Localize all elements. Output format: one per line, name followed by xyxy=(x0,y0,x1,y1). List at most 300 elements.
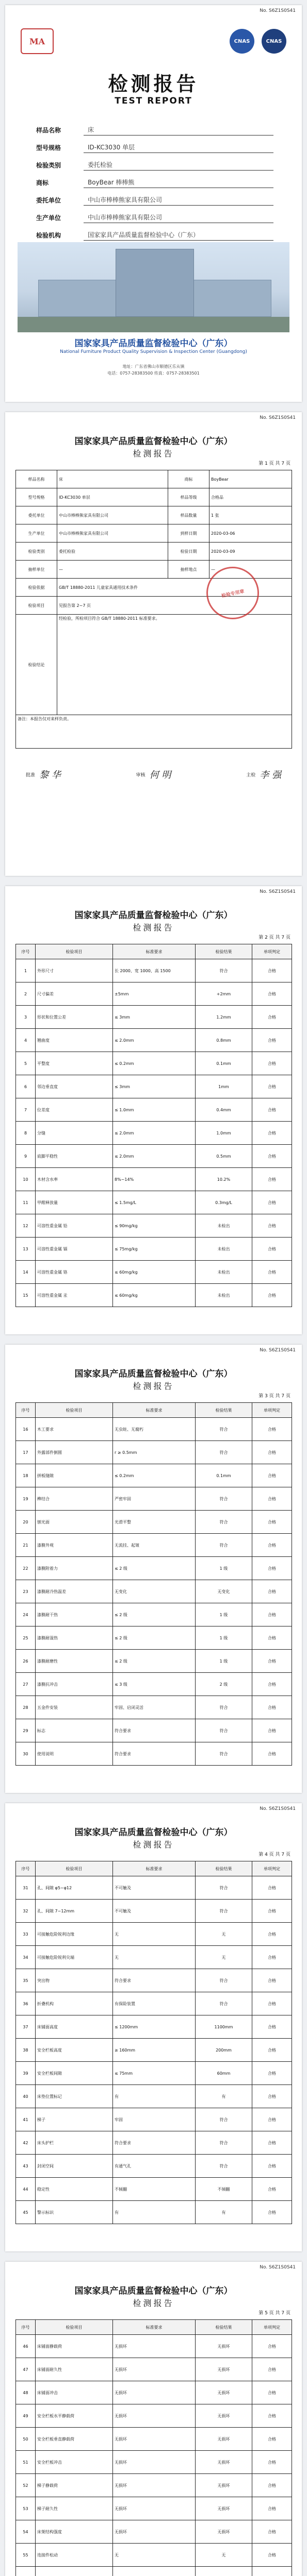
item-number: 6 xyxy=(16,1075,36,1098)
item-result: 未检出 xyxy=(196,1214,252,1238)
result-row xyxy=(16,1626,292,1650)
item-number: 52 xyxy=(16,2474,36,2497)
item-requirement: 无损坏 xyxy=(113,2451,196,2474)
result-row xyxy=(16,1696,292,1719)
item-number: 14 xyxy=(16,1261,36,1284)
result-row xyxy=(16,1261,292,1284)
item-number: 32 xyxy=(16,1900,36,1923)
item-requirement: ≤ 1.5mg/L xyxy=(113,1191,196,1214)
item-number: 44 xyxy=(16,2178,36,2201)
item-verdict: 合格 xyxy=(252,2155,292,2178)
result-row xyxy=(16,1122,292,1145)
item-requirement: 有 xyxy=(113,2085,196,2108)
info-label: 检验机构 xyxy=(36,231,61,239)
item-result: 符合 xyxy=(196,1992,252,2015)
result-row xyxy=(16,1029,292,1052)
page-title: 国家家具产品质量监督检验中心（广东） xyxy=(74,1369,233,1379)
item-requirement: 有 xyxy=(113,2201,196,2224)
summary-value: 2020-03-09 xyxy=(209,543,292,561)
item-number: 29 xyxy=(16,1719,36,1742)
result-row xyxy=(16,1441,292,1464)
item-requirement: ≤ 60mg/kg xyxy=(113,1284,196,1307)
address-line: 地址：广东省佛山市顺德区乐从镇 xyxy=(122,364,185,369)
item-number: 13 xyxy=(16,1238,36,1261)
building-photo xyxy=(18,242,289,332)
item-requirement: ≤ 1.0mm xyxy=(113,1098,196,1122)
info-label: 委托单位 xyxy=(36,196,61,204)
item-number: 51 xyxy=(16,2451,36,2474)
summary-row xyxy=(16,470,292,488)
item-requirement: 不倾翻 xyxy=(113,2178,196,2201)
item-name: 可溶性重金属 汞 xyxy=(36,1284,113,1307)
item-name: 漆膜耐冷热温差 xyxy=(36,1580,113,1603)
item-verdict: 合格 xyxy=(252,2474,292,2497)
item-name: 漆膜耐湿热 xyxy=(36,1626,113,1650)
item-number: 46 xyxy=(16,2335,36,2358)
summary-value: 见报告第 2~7 页 xyxy=(57,597,292,615)
address-line: 电话：0757-28383500 传真：0757-28383501 xyxy=(107,371,200,376)
item-requirement: 无变化 xyxy=(113,1580,196,1603)
item-verdict: 合格 xyxy=(252,2085,292,2108)
item-name: 漆膜抗冲击 xyxy=(36,1673,113,1696)
summary-label: 样品数量 xyxy=(168,506,209,524)
item-result: 符合 xyxy=(196,1441,252,1464)
item-number: 35 xyxy=(16,1969,36,1992)
item-verdict: 合格 xyxy=(252,1696,292,1719)
result-row xyxy=(16,959,292,982)
result-row xyxy=(16,1238,292,1261)
item-verdict: 合格 xyxy=(252,959,292,982)
result-row xyxy=(16,1742,292,1766)
item-result: 无损坏 xyxy=(196,2451,252,2474)
item-verdict: 合格 xyxy=(252,2404,292,2428)
item-requirement: ≤ 2 级 xyxy=(113,1626,196,1650)
item-result: 符合 xyxy=(196,1742,252,1766)
report-number: No. S6Z1S0S41 xyxy=(260,2265,296,2270)
item-requirement: ≤ 2 级 xyxy=(113,1650,196,1673)
results-table xyxy=(15,1402,292,1766)
sign-review xyxy=(136,768,171,781)
item-name: 稳定性 xyxy=(36,2178,113,2201)
item-requirement: 无损坏 xyxy=(113,2474,196,2497)
item-result: 无损坏 xyxy=(196,2404,252,2428)
item-requirement: 不可触及 xyxy=(113,1900,196,1923)
item-result: 符合 xyxy=(196,1719,252,1742)
conclusion-text: 经检验，所检项目符合 GB/T 18880-2011 标准要求。 xyxy=(57,615,292,715)
item-verdict: 合格 xyxy=(252,1284,292,1307)
summary-label: 型号规格 xyxy=(16,488,57,506)
item-result: 0.4mm xyxy=(196,1098,252,1122)
item-name: 可溶性重金属 镉 xyxy=(36,1238,113,1261)
item-result: 1.2mm xyxy=(196,1006,252,1029)
item-number: 1 xyxy=(16,959,36,982)
item-verdict: 合格 xyxy=(252,2497,292,2520)
cover-page xyxy=(5,5,302,402)
item-name: 尺寸偏差 xyxy=(36,982,113,1006)
item-number: 15 xyxy=(16,1284,36,1307)
signature: 李 强 xyxy=(260,770,281,781)
cnas-seal-icon: CNAS xyxy=(230,29,254,54)
result-row xyxy=(16,2428,292,2451)
result-row xyxy=(16,2201,292,2224)
column-header: 检验项目 xyxy=(36,1861,113,1876)
item-result: 无损坏 xyxy=(196,2520,252,2544)
item-result: 符合 xyxy=(196,1418,252,1441)
item-verdict: 合格 xyxy=(252,1923,292,1946)
result-row xyxy=(16,2155,292,2178)
item-number: 50 xyxy=(16,2428,36,2451)
summary-value: 1 张 xyxy=(209,506,292,524)
page-number: 第 2 页 共 7 页 xyxy=(258,935,290,940)
item-result: 有 xyxy=(196,2085,252,2108)
page-number: 第 3 页 共 7 页 xyxy=(258,1394,290,1399)
item-result: 1mm xyxy=(196,1075,252,1098)
item-result: 60mm xyxy=(196,2062,252,2085)
item-number: 47 xyxy=(16,2358,36,2381)
item-name: 床铺面高度 xyxy=(36,2015,113,2039)
item-number: 33 xyxy=(16,1923,36,1946)
item-result: 未检出 xyxy=(196,1284,252,1307)
item-number: 27 xyxy=(16,1673,36,1696)
info-row-sample xyxy=(36,121,273,139)
result-row xyxy=(16,2085,292,2108)
summary-row xyxy=(16,488,292,506)
item-verdict: 合格 xyxy=(252,1673,292,1696)
item-number: 39 xyxy=(16,2062,36,2085)
item-result: 0.1mm xyxy=(196,1464,252,1487)
summary-label: 检验类别 xyxy=(16,543,57,561)
item-requirement: 符合要求 xyxy=(113,1969,196,1992)
item-number: 48 xyxy=(16,2381,36,2404)
info-label: 型号规格 xyxy=(36,144,61,151)
result-row xyxy=(16,1168,292,1191)
column-header: 单项判定 xyxy=(252,1403,292,1418)
item-verdict: 合格 xyxy=(252,1191,292,1214)
building-tower xyxy=(116,249,194,317)
item-verdict: 合格 xyxy=(252,1029,292,1052)
item-result: 1.0mm xyxy=(196,1122,252,1145)
summary-row xyxy=(16,506,292,524)
results-header-row xyxy=(16,2320,292,2335)
building-wing-left xyxy=(38,280,117,317)
result-row xyxy=(16,1900,292,1923)
column-header: 检验结果 xyxy=(196,944,252,959)
result-row xyxy=(16,2015,292,2039)
item-name: 拼板缝隙 xyxy=(36,1464,113,1487)
item-verdict: 合格 xyxy=(252,1719,292,1742)
item-name: 刨光面 xyxy=(36,1511,113,1534)
item-result: 0.5mm xyxy=(196,1145,252,1168)
report-page-3 xyxy=(5,1345,302,1793)
item-result: 符合 xyxy=(196,1969,252,1992)
item-number: 54 xyxy=(16,2520,36,2544)
item-verdict: 合格 xyxy=(252,1238,292,1261)
item-name: 床铺面静载荷 xyxy=(36,2335,113,2358)
item-requirement: 严密牢固 xyxy=(113,1487,196,1511)
item-name: 梯子 xyxy=(36,2108,113,2131)
inspection-stamp: 检验专用章 xyxy=(202,562,264,624)
sign-role: 批准 xyxy=(26,772,36,778)
item-number: 37 xyxy=(16,2015,36,2039)
item-requirement: ≤ 0.2mm xyxy=(113,1464,196,1487)
item-result: 符合 xyxy=(196,959,252,982)
report-number: No. S6Z1S0S41 xyxy=(260,415,296,420)
result-row xyxy=(16,1006,292,1029)
info-row-brand xyxy=(36,174,273,191)
item-requirement: ≤ 2.0mm xyxy=(113,1122,196,1145)
summary-label: 检验项目 xyxy=(16,597,57,615)
page-number: 第 5 页 共 7 页 xyxy=(258,2311,290,2316)
result-row xyxy=(16,1673,292,1696)
conclusion-row xyxy=(16,615,292,715)
item-result: 0.1mm xyxy=(196,1052,252,1075)
item-verdict: 合格 xyxy=(252,1511,292,1534)
item-number: 23 xyxy=(16,1580,36,1603)
item-name: 翘曲度 xyxy=(36,1029,113,1052)
item-requirement: ≤ 75mm xyxy=(113,2062,196,2085)
item-requirement: ≤ 0.2mm xyxy=(113,1052,196,1075)
item-number: 30 xyxy=(16,1742,36,1766)
result-row xyxy=(16,1946,292,1969)
item-number: 45 xyxy=(16,2201,36,2224)
item-name: 安全栏板间隙 xyxy=(36,2062,113,2085)
summary-row xyxy=(16,524,292,543)
item-result: 无损坏 xyxy=(196,2474,252,2497)
cover-info xyxy=(36,121,273,244)
results-header-row xyxy=(16,1861,292,1876)
column-header: 标准要求 xyxy=(113,1403,196,1418)
item-number: 7 xyxy=(16,1098,36,1122)
item-number: 40 xyxy=(16,2085,36,2108)
item-verdict: 合格 xyxy=(252,2015,292,2039)
item-requirement: 无损坏 xyxy=(113,2404,196,2428)
result-row xyxy=(16,1052,292,1075)
item-verdict: 合格 xyxy=(252,1557,292,1580)
item-number: 21 xyxy=(16,1534,36,1557)
info-label: 样品名称 xyxy=(36,126,61,134)
item-requirement: 无损坏 xyxy=(113,2381,196,2404)
item-name: 可接触危险锐利边缘 xyxy=(36,1923,113,1946)
item-result: 1 级 xyxy=(196,1603,252,1626)
item-number: 9 xyxy=(16,1145,36,1168)
item-verdict: 合格 xyxy=(252,2520,292,2544)
info-row-producer xyxy=(36,209,273,226)
item-result: 符合 xyxy=(196,1696,252,1719)
summary-value: ID-KC3030 单层 xyxy=(57,488,168,506)
item-requirement: ±5mm xyxy=(113,982,196,1006)
sign-role: 主检 xyxy=(246,772,256,778)
report-page-5 xyxy=(5,2262,302,2576)
item-number: 10 xyxy=(16,1168,36,1191)
result-row xyxy=(16,1650,292,1673)
item-requirement: 无损坏 xyxy=(113,2335,196,2358)
column-header: 标准要求 xyxy=(113,2320,196,2335)
results-table xyxy=(15,2319,292,2576)
item-name: 漆膜附着力 xyxy=(36,1557,113,1580)
info-row-type xyxy=(36,156,273,174)
item-number: 53 xyxy=(16,2497,36,2520)
item-verdict: 合格 xyxy=(252,1052,292,1075)
result-row xyxy=(16,1284,292,1307)
item-number: 2 xyxy=(16,982,36,1006)
results-table xyxy=(15,944,292,1307)
info-value: BoyBear 棒棒熊 xyxy=(84,177,273,188)
result-row xyxy=(16,982,292,1006)
item-requirement: 牢固、启闭灵活 xyxy=(113,1696,196,1719)
item-requirement: 8%~14% xyxy=(113,1168,196,1191)
item-requirement: 无虫蛀、无腐朽 xyxy=(113,1418,196,1441)
item-result: 无 xyxy=(196,1946,252,1969)
item-requirement: 符合要求 xyxy=(113,1719,196,1742)
report-number: No. S6Z1S0S41 xyxy=(260,889,296,894)
page-subtitle: 检测报告 xyxy=(133,1381,174,1391)
column-header: 序号 xyxy=(16,944,36,959)
item-verdict: 合格 xyxy=(252,1534,292,1557)
summary-label: 检验日期 xyxy=(168,543,209,561)
item-verdict: 合格 xyxy=(252,2544,292,2567)
page-subtitle: 检测报告 xyxy=(133,923,174,933)
item-name: 漆膜耐磨性 xyxy=(36,1650,113,1673)
item-name: 分缝 xyxy=(36,1122,113,1145)
item-result: 符合 xyxy=(196,2131,252,2155)
summary-label: 检验依据 xyxy=(16,579,57,597)
building-wing-right xyxy=(193,280,271,317)
item-name: 底脚平稳性 xyxy=(36,1145,113,1168)
column-header: 单项判定 xyxy=(252,944,292,959)
item-name: 可接触危险锐利尖端 xyxy=(36,1946,113,1969)
item-number: 36 xyxy=(16,1992,36,2015)
item-number: 18 xyxy=(16,1464,36,1487)
item-name: 床铺面冲击 xyxy=(36,2381,113,2404)
item-requirement: 无损坏 xyxy=(113,2428,196,2451)
item-verdict: 合格 xyxy=(252,2358,292,2381)
info-row-agency xyxy=(36,226,273,244)
result-row xyxy=(16,2474,292,2497)
item-name: 漆膜外观 xyxy=(36,1534,113,1557)
item-number: 19 xyxy=(16,1487,36,1511)
item-verdict: 合格 xyxy=(252,1946,292,1969)
page-title: 国家家具产品质量监督检验中心（广东） xyxy=(74,436,233,447)
item-name: 可溶性重金属 铬 xyxy=(36,1261,113,1284)
item-result: 无 xyxy=(196,1923,252,1946)
item-requirement: 光滑平整 xyxy=(113,1511,196,1534)
item-name: 使用说明 xyxy=(36,1742,113,1766)
item-requirement: 符合要求 xyxy=(113,1742,196,1766)
report-title-cn: 检测报告 xyxy=(108,72,199,95)
result-row xyxy=(16,1923,292,1946)
summary-value: 床 xyxy=(57,470,168,488)
info-row-model xyxy=(36,139,273,156)
result-row xyxy=(16,2131,292,2155)
item-result: 无损坏 xyxy=(196,2497,252,2520)
item-result: 无损坏 xyxy=(196,2381,252,2404)
item-verdict: 合格 xyxy=(252,982,292,1006)
item-name: 安全栏板垂直静载荷 xyxy=(36,2428,113,2451)
result-row xyxy=(16,2520,292,2544)
summary-row xyxy=(16,543,292,561)
item-name: 木工要求 xyxy=(36,1418,113,1441)
item-verdict: 合格 xyxy=(252,1441,292,1464)
item-result: 无 xyxy=(196,2544,252,2567)
item-result: 符合 xyxy=(196,2155,252,2178)
item-result: +2mm xyxy=(196,982,252,1006)
report-page-2 xyxy=(5,886,302,1334)
summary-value: 委托检验 xyxy=(57,543,168,561)
result-row xyxy=(16,1876,292,1900)
accreditation-logos xyxy=(230,29,286,54)
page-subtitle: 检测报告 xyxy=(133,2298,174,2308)
summary-value: 2020-03-06 xyxy=(209,524,292,543)
item-number: 24 xyxy=(16,1603,36,1626)
info-value: 中山市棒棒熊家具有限公司 xyxy=(84,195,273,206)
item-result: 1 级 xyxy=(196,1650,252,1673)
item-requirement: ≤ 75mg/kg xyxy=(113,1238,196,1261)
item-number: 42 xyxy=(16,2131,36,2155)
item-result: 无损坏 xyxy=(196,2358,252,2381)
column-header: 序号 xyxy=(16,2320,36,2335)
item-requirement: ≤ 90mg/kg xyxy=(113,1214,196,1238)
results-table xyxy=(15,1861,292,2224)
center-name: 国家家具产品质量监督检验中心（广东） xyxy=(74,338,233,349)
results-header-row xyxy=(16,944,292,959)
item-result: 1100mm xyxy=(196,2015,252,2039)
item-name: 形状和位置公差 xyxy=(36,1006,113,1029)
item-verdict: 合格 xyxy=(252,1742,292,1766)
result-row xyxy=(16,1191,292,1214)
item-name: 漆膜耐干热 xyxy=(36,1603,113,1626)
summary-label: 样品名称 xyxy=(16,470,57,488)
cma-logo: MA xyxy=(21,28,54,54)
item-verdict: 合格 xyxy=(252,2451,292,2474)
item-verdict: 合格 xyxy=(252,1168,292,1191)
item-number: 34 xyxy=(16,1946,36,1969)
result-row xyxy=(16,2381,292,2404)
item-verdict: 合格 xyxy=(252,1603,292,1626)
item-result: 未检出 xyxy=(196,1238,252,1261)
item-requirement: 长 2000、宽 1000、高 1500 xyxy=(113,959,196,982)
signature-row xyxy=(26,768,281,781)
item-result: 符合 xyxy=(196,2108,252,2131)
item-verdict: 合格 xyxy=(252,1650,292,1673)
item-verdict: 合格 xyxy=(252,1487,292,1511)
info-value: 国家家具产品质量监督检验中心（广东） xyxy=(84,230,273,241)
item-name: 可溶性重金属 铅 xyxy=(36,1214,113,1238)
item-name: 床铺面耐久性 xyxy=(36,2358,113,2381)
column-header: 单项判定 xyxy=(252,2320,292,2335)
sign-role: 审核 xyxy=(136,772,146,778)
item-verdict: 合格 xyxy=(252,2108,292,2131)
item-verdict: 合格 xyxy=(252,1969,292,1992)
summary-value: 中山市棒棒熊家具有限公司 xyxy=(57,524,168,543)
column-header: 检验项目 xyxy=(36,1403,113,1418)
item-name: 孔、间隙 7~12mm xyxy=(36,1900,113,1923)
item-verdict: 合格 xyxy=(252,1992,292,2015)
item-requirement: ≤ 2 级 xyxy=(113,1603,196,1626)
result-row xyxy=(16,2358,292,2381)
column-header: 检验项目 xyxy=(36,944,113,959)
item-number: 4 xyxy=(16,1029,36,1052)
page-title: 国家家具产品质量监督检验中心（广东） xyxy=(74,1827,233,1838)
item-name: 甲醛释放量 xyxy=(36,1191,113,1214)
item-requirement: ≤ 2 级 xyxy=(113,1557,196,1580)
result-row xyxy=(16,2497,292,2520)
page-subtitle: 检测报告 xyxy=(133,449,174,459)
item-result: 符合 xyxy=(196,1534,252,1557)
item-verdict: 合格 xyxy=(252,1261,292,1284)
report-title-en: TEST REPORT xyxy=(115,96,192,106)
item-requirement: 不可触及 xyxy=(113,1876,196,1900)
result-row xyxy=(16,1464,292,1487)
